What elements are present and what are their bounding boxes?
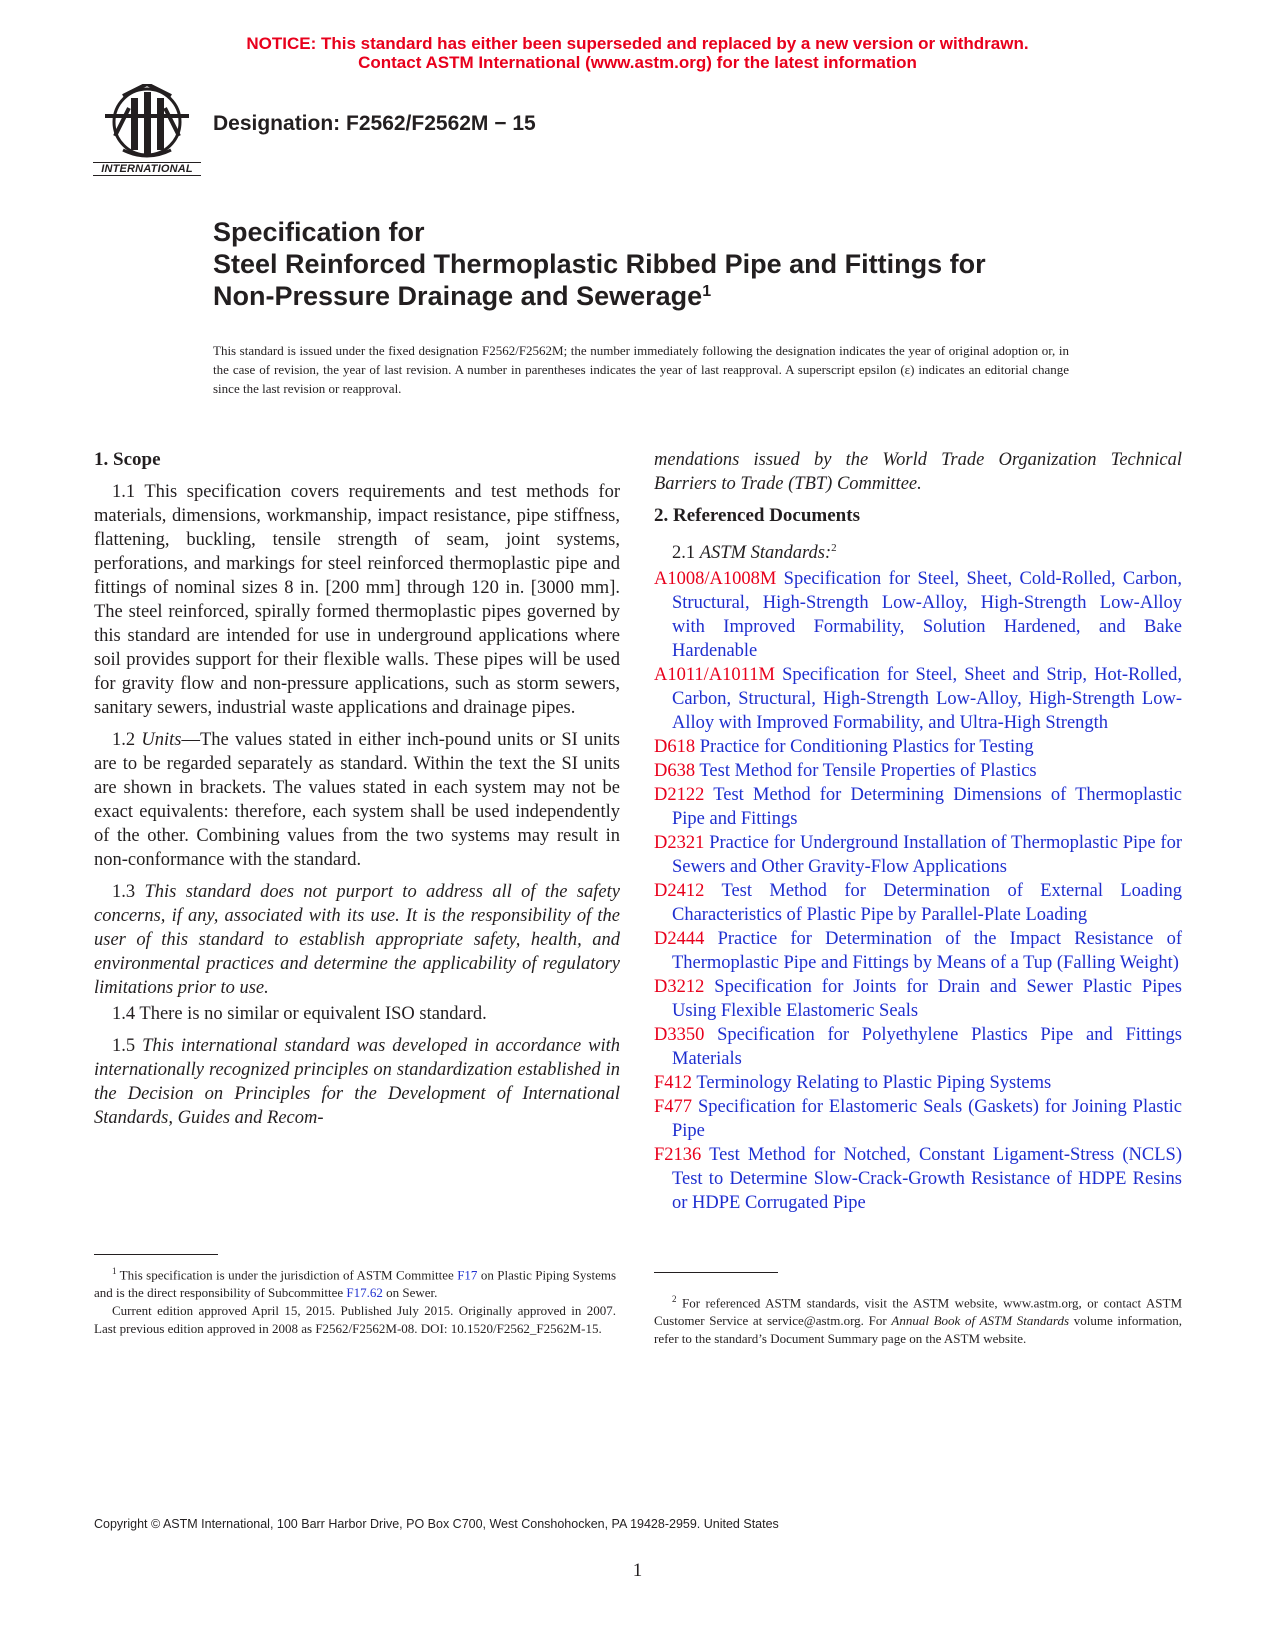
paragraph-1-5-continued-text: mendations issued by the World Trade Organization Technical Barriers to Trade (TBT) Committee. bbox=[654, 450, 1182, 494]
reference-code[interactable]: D2412 bbox=[654, 881, 705, 902]
title-line-3-text: Non-Pressure Drainage and Sewerage bbox=[213, 281, 703, 311]
reference-item[interactable] bbox=[654, 831, 1182, 879]
paragraph-1-4: 1.4 There is no similar or equivalent ISO standard. bbox=[112, 1004, 487, 1024]
astm-logo-icon bbox=[93, 84, 201, 162]
astm-standards-text: ASTM Standards: bbox=[699, 543, 832, 564]
reference-title[interactable]: Test Method for Notched, Constant Ligament-Stress (NCLS) Test to Determine Slow-Crack-Growth Resistance of HDPE Resins or HDPE Corrugated Pipe bbox=[672, 1145, 1182, 1214]
paragraph-1-5-text: This international standard was developed in accordance with internationally recognized principles on standardization established in the Decision on Principles for the Development of International Standards, Guides and Recom- bbox=[94, 1036, 621, 1128]
notice-line-2: Contact ASTM International (www.astm.org) for the latest information bbox=[358, 53, 917, 72]
reference-code[interactable]: D3212 bbox=[654, 977, 705, 998]
logo-caption: INTERNATIONAL bbox=[93, 162, 201, 176]
right-column bbox=[654, 448, 1182, 1215]
reference-title[interactable]: Test Method for Determining Dimensions of Thermoplastic Pipe and Fittings bbox=[672, 785, 1182, 830]
page-number: 1 bbox=[632, 1560, 643, 1581]
reference-code[interactable]: A1008/A1008M bbox=[654, 569, 777, 590]
title-line-1: Specification for bbox=[213, 217, 425, 247]
footnote-2 bbox=[654, 1290, 1182, 1348]
reference-title[interactable]: Terminology Relating to Plastic Piping Systems bbox=[696, 1073, 1052, 1094]
paragraph-1-5-continued bbox=[654, 448, 1182, 496]
reference-item[interactable] bbox=[654, 1023, 1182, 1071]
footnote-2-book-title: Annual Book of ASTM Standards bbox=[891, 1313, 1070, 1329]
reference-code[interactable]: F2136 bbox=[654, 1145, 702, 1166]
footnote-1-paragraph-b: Current edition approved April 15, 2015. Published July 2015. Originally approved in 2007. Last previous edition approved in 2008 as F2562/F2562M-08. DOI: 10.1520/F2562_F2562M-15. bbox=[94, 1303, 616, 1337]
footnote-1-text-c: on Sewer. bbox=[386, 1285, 438, 1301]
reference-item[interactable] bbox=[654, 735, 1182, 759]
reference-title[interactable]: Specification for Elastomeric Seals (Gaskets) for Joining Plastic Pipe bbox=[672, 1097, 1182, 1142]
reference-title[interactable]: Practice for Underground Installation of Thermoplastic Pipe for Sewers and Other Gravity-Flow Applications bbox=[672, 833, 1183, 878]
astm-standards-footnote-mark: 2 bbox=[831, 542, 837, 554]
reference-item[interactable] bbox=[654, 975, 1182, 1023]
footnote-1-link-committee[interactable]: F17 bbox=[457, 1267, 478, 1283]
footnote-1-mark: 1 bbox=[112, 1266, 117, 1276]
referenced-documents-heading: 2. Referenced Documents bbox=[654, 505, 860, 526]
copyright-line: Copyright © ASTM International, 100 Barr Harbor Drive, PO Box C700, West Conshohocken, PA 19428-2959. United States bbox=[94, 1517, 779, 1531]
reference-item[interactable] bbox=[654, 663, 1182, 735]
notice-line-1: NOTICE: This standard has either been superseded and replaced by a new version or withdrawn. bbox=[246, 34, 1029, 53]
footnote-2-text-a: For referenced ASTM standards, visit the ASTM website, www.astm.org, or contact ASTM Customer Service at service@astm.org. For bbox=[654, 1295, 1183, 1329]
reference-title[interactable]: Test Method for Determination of External Loading Characteristics of Plastic Pipe by Parallel-Plate Loading bbox=[672, 881, 1183, 926]
reference-code[interactable]: D3350 bbox=[654, 1025, 705, 1046]
paragraph-1-5-num: 1.5 bbox=[112, 1036, 136, 1056]
paragraph-1-2-text: —The values stated in either inch-pound units or SI units are to be regarded separately as standard. Within the text the SI units are shown in brackets. The values stated in each system may not be exact equivalents: therefore, each system shall be used independently of the other. Combining values from the two systems may result in non-conformance with the standard. bbox=[94, 730, 621, 870]
withdrawal-notice bbox=[0, 34, 1275, 72]
reference-item[interactable] bbox=[654, 1143, 1182, 1215]
paragraph-1-3-num: 1.3 bbox=[112, 882, 136, 902]
reference-item[interactable] bbox=[654, 927, 1182, 975]
footnote-rule-right bbox=[654, 1272, 778, 1273]
reference-code[interactable]: D2321 bbox=[654, 833, 705, 854]
footnote-1-text-a: This specification is under the jurisdiction of ASTM Committee bbox=[119, 1267, 454, 1283]
reference-title[interactable]: Specification for Joints for Drain and Sewer Plastic Pipes Using Flexible Elastomeric Seals bbox=[672, 977, 1182, 1022]
paragraph-1-3-text: This standard does not purport to address all of the safety concerns, if any, associated with its use. It is the responsibility of the user of this standard to establish appropriate safety, health, and environmental practices and determine the applicability of regulatory limitations prior to use. bbox=[94, 882, 620, 998]
reference-title[interactable]: Test Method for Tensile Properties of Plastics bbox=[699, 761, 1037, 782]
reference-code[interactable]: F477 bbox=[654, 1097, 693, 1118]
reference-code[interactable]: D638 bbox=[654, 761, 696, 782]
reference-code[interactable]: D2444 bbox=[654, 929, 705, 950]
reference-code[interactable]: A1011/A1011M bbox=[654, 665, 775, 686]
paragraph-1-2-num: 1.2 bbox=[112, 730, 136, 750]
title-footnote-mark: 1 bbox=[702, 283, 712, 300]
footnote-2-text-b: volume information, refer to the standard’s Document Summary page on the ASTM website. bbox=[654, 1313, 1183, 1347]
reference-code[interactable]: D2122 bbox=[654, 785, 705, 806]
reference-list bbox=[654, 567, 1182, 1215]
astm-standards-label bbox=[654, 536, 1182, 565]
reference-item[interactable] bbox=[654, 1095, 1182, 1143]
reference-item[interactable] bbox=[654, 567, 1182, 663]
document-title bbox=[213, 216, 1113, 312]
reference-item[interactable] bbox=[654, 759, 1182, 783]
reference-code[interactable]: F412 bbox=[654, 1073, 693, 1094]
astm-logo bbox=[93, 84, 201, 184]
scope-heading: 1. Scope bbox=[94, 449, 161, 470]
footnote-1-text-b: on Plastic Piping Systems and is the direct responsibility of Subcommittee bbox=[94, 1267, 617, 1301]
reference-title[interactable]: Specification for Polyethylene Plastics Pipe and Fittings Materials bbox=[672, 1025, 1183, 1070]
issued-note: This standard is issued under the fixed designation F2562/F2562M; the number immediately following the designation indicates the year of original adoption or, in the case of revision, the year of last revision. A number in parentheses indicates the year of last reapproval. A superscript epsilon (ε) indicates an editorial change since the last revision or reapproval. bbox=[213, 343, 1069, 396]
footnote-2-paragraph bbox=[654, 1290, 1182, 1348]
reference-item[interactable] bbox=[654, 1071, 1182, 1095]
reference-title[interactable]: Specification for Steel, Sheet and Strip, Hot-Rolled, Carbon, Structural, High-Strength Low-Alloy, High-Strength Low-Alloy with Improved Formability, and Ultra-High Strength bbox=[672, 665, 1182, 734]
footnote-1-paragraph-a bbox=[94, 1262, 616, 1302]
astm-standards-num: 2.1 bbox=[672, 543, 696, 564]
reference-title[interactable]: Specification for Steel, Sheet, Cold-Rolled, Carbon, Structural, High-Strength Low-Alloy, High-Strength Low-Alloy with Improved Formability, Solution Hardened, and Bake Hardenable bbox=[672, 569, 1183, 662]
left-column bbox=[94, 448, 620, 1138]
reference-code[interactable]: D618 bbox=[654, 737, 696, 758]
paragraph-1-2-label: Units bbox=[141, 730, 182, 750]
title-line-3 bbox=[213, 280, 1113, 312]
designation: Designation: F2562/F2562M − 15 bbox=[213, 112, 536, 135]
title-line-2: Steel Reinforced Thermoplastic Ribbed Pipe and Fittings for bbox=[213, 249, 986, 279]
paragraph-1-5 bbox=[94, 1034, 620, 1130]
paragraph-1-1: 1.1 This specification covers requirements and test methods for materials, dimensions, workmanship, impact resistance, pipe stiffness, flattening, buckling, tensile strength of seam, joint systems, perforations, and markings for steel reinforced thermoplastic pipe and fittings of nominal sizes 8 in. [200 mm] through 120 in. [3000 mm]. The steel reinforced, spirally formed thermoplastic pipes governed by this standard are intended for use in underground applications where soil provides support for their flexible walls. These pipes will be used for gravity flow and non-pressure applications, such as storm sewers, sanitary sewers, industrial waste applications and drainage pipes. bbox=[94, 482, 620, 718]
footnote-1 bbox=[94, 1262, 616, 1338]
reference-title[interactable]: Practice for Conditioning Plastics for Testing bbox=[699, 737, 1034, 758]
footnote-1-link-subcommittee[interactable]: F17.62 bbox=[346, 1285, 383, 1301]
reference-item[interactable] bbox=[654, 879, 1182, 927]
reference-item[interactable] bbox=[654, 783, 1182, 831]
footnote-2-mark: 2 bbox=[672, 1294, 677, 1304]
paragraph-1-3 bbox=[94, 880, 620, 1000]
paragraph-1-2 bbox=[94, 728, 620, 872]
reference-title[interactable]: Practice for Determination of the Impact Resistance of Thermoplastic Pipe and Fittings by Means of a Tup (Falling Weight) bbox=[672, 929, 1182, 974]
footnote-rule-left bbox=[94, 1254, 218, 1255]
